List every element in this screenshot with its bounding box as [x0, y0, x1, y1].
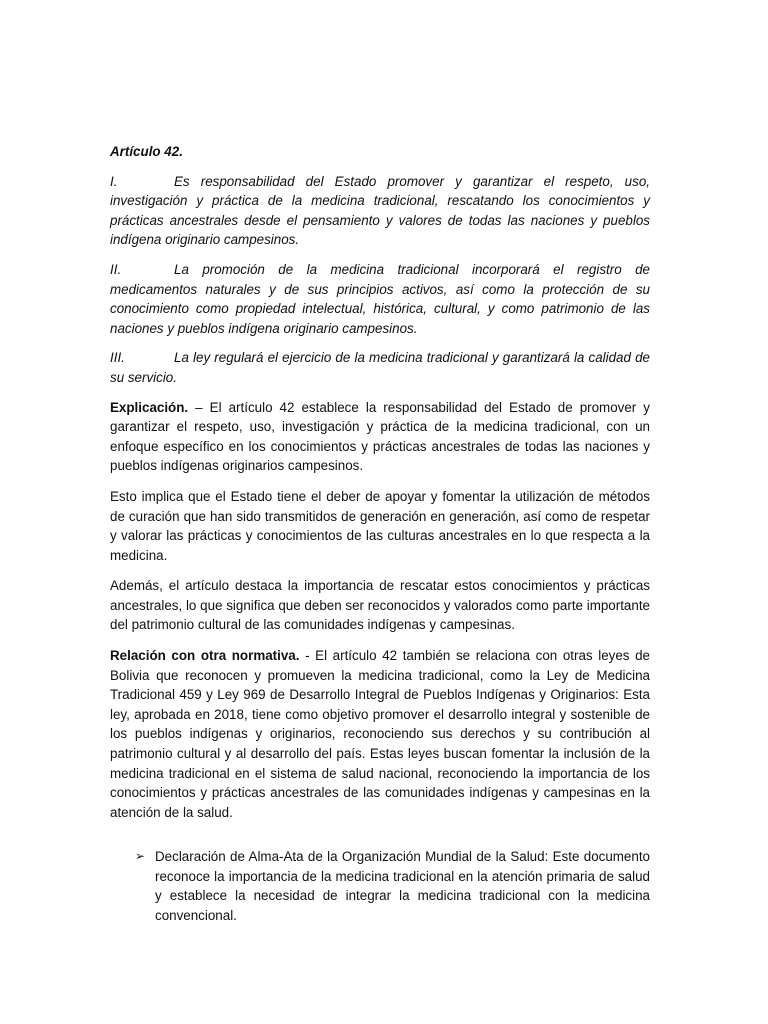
arrowhead-bullet-icon: ➢ — [135, 849, 146, 863]
bullet-item — [135, 847, 650, 925]
article-item-3-text: La ley regulará el ejercicio de la medicina tradicional y garantizará la calidad de su servicio. — [110, 350, 650, 385]
explanation-lead: Explicación. — [110, 399, 189, 415]
article-title: Artículo 42. — [110, 144, 183, 159]
relation-paragraph — [110, 646, 650, 822]
article-item-3-numeral: III. — [110, 350, 125, 366]
explanation-text: – El artículo 42 establece la responsabilidad del Estado de promover y garantizar el respeto, uso, investigación y práctica de la medicina tradicional, con un enfoque específico en los conocimientos y prácticas ancestrales de todas las naciones y pueblos indígenas originarios campesinos. — [110, 399, 650, 474]
article-item-2-text: La promoción de la medicina tradicional incorporará el registro de medicamentos naturales y de sus principios activos, así como la protección de su conocimiento como propiedad intelectual, histórica, cultural, y como patrimonio de las naciones y pueblos indígena originario campesinos. — [110, 261, 650, 336]
relation-text: - El artículo 42 también se relaciona con otras leyes de Bolivia que reconocen y promueven la medicina tradicional, como la Ley de Medicina Tradicional 459 y Ley 969 de Desarrollo Integral de Pueblos Indígenas y Originarios: Esta ley, aprobada en 2018, tiene como objetivo promover el desarrollo integral y sostenible de los pueblos indígenas y originarios, reconociendo sus derechos y su contribución al patrimonio cultural y al desarrollo del país. Estas leyes buscan fomentar la inclusión de la medicina tradicional en el sistema de salud nacional, reconociendo la importancia de los conocimientos y prácticas ancestrales de las comunidades indígenas y campesinas en la atención de la salud. — [110, 648, 650, 820]
article-item-2-numeral: II. — [110, 261, 122, 277]
relation-lead: Relación con otra normativa. — [110, 648, 300, 664]
body-paragraph-1: Esto implica que el Estado tiene el deber de apoyar y fomentar la utilización de métodos de curación que han sido transmitidos de generación en generación, así como de respetar y valorar las prácticas y conocimientos de las culturas ancestrales en lo que respecta a la medicina. — [110, 488, 650, 563]
article-item-1-numeral: I. — [110, 173, 118, 189]
bullet-item-text: Declaración de Alma-Ata de la Organización Mundial de la Salud: Este documento reconoce la importancia de la medicina tradicional en la atención primaria de salud y establece la necesidad de integrar la medicina tradicional con la medicina convencional. — [155, 849, 650, 923]
explanation-paragraph — [110, 398, 650, 476]
document-page — [110, 142, 650, 833]
article-item-1 — [110, 172, 650, 250]
article-item-1-text: Es responsabilidad del Estado promover y garantizar el respeto, uso, investigación y práctica de la medicina tradicional, rescatando los conocimientos y prácticas ancestrales desde el pensamiento y valores de todas las naciones y pueblos indígena originario campesinos. — [110, 173, 650, 248]
article-item-3 — [110, 348, 650, 387]
article-item-2 — [110, 260, 650, 338]
body-paragraph-2: Además, el artículo destaca la importancia de rescatar estos conocimientos y prácticas ancestrales, lo que significa que deben ser reconocidos y valorados como parte importante del patrimonio cultural de las comunidades indígenas y campesinas. — [110, 578, 650, 633]
